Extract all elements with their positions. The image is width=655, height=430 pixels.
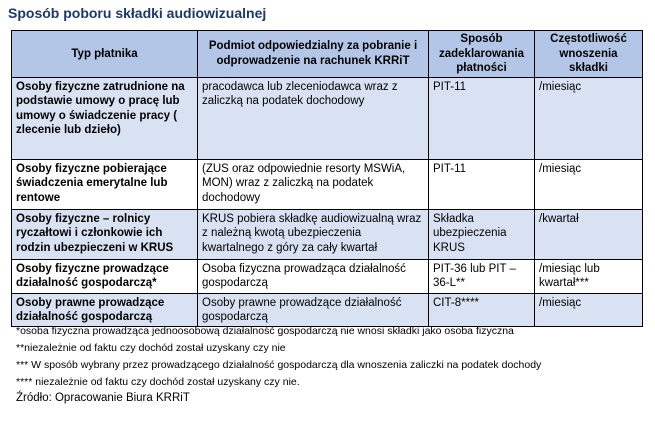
cell-payment-frequency: /kwartał	[535, 209, 643, 259]
cell-declaration-method: PIT-36 lub PIT – 36-L**	[429, 259, 535, 293]
header-responsible-entity: Podmiot odpowiedzialny za pobranie i odprowadzenie na rachunek KRRiT	[198, 31, 429, 78]
header-payer-type: Typ płatnika	[12, 31, 198, 78]
cell-declaration-method: PIT-11	[429, 159, 535, 209]
fee-collection-table	[11, 30, 643, 327]
cell-payer-type: Osoby fizyczne – rolnicy ryczałtowi i członkowie ich rodzin ubezpieczeni w KRUS	[12, 209, 198, 259]
cell-responsible-entity: Osoby prawne prowadzące działalność gospodarczą	[198, 293, 429, 326]
table-row	[12, 293, 643, 326]
cell-payer-type: Osoby fizyczne pobierające świadczenia emerytalne lub rentowe	[12, 159, 198, 209]
cell-declaration-method: PIT-11	[429, 77, 535, 159]
cell-responsible-entity: pracodawca lub zleceniodawca wraz z zaliczką na podatek dochodowy	[198, 77, 429, 159]
footnote-4: **** niezależnie od faktu czy dochód został uzyskany czy nie.	[16, 376, 300, 388]
footnotes	[16, 323, 541, 391]
cell-payer-type: Osoby fizyczne zatrudnione na podstawie umowy o pracę lub umowy o świadczenie pracy ( zlecenie lub dzieło)	[12, 77, 198, 159]
cell-payment-frequency: /miesiąc	[535, 293, 643, 326]
cell-payment-frequency: /miesiąc lub kwartał***	[535, 259, 643, 293]
cell-responsible-entity: Osoba fizyczna prowadząca działalność gospodarczą	[198, 259, 429, 293]
footnote-3: *** W sposób wybrany przez prowadzącego działalność gospodarczą dla wnoszenia zaliczki na podatek dochody	[16, 359, 542, 371]
cell-responsible-entity: KRUS pobiera składkę audiowizualną wraz z należną kwotą ubezpieczenia kwartalnego z góry za cały kwartał	[198, 209, 429, 259]
cell-responsible-entity: (ZUS oraz odpowiednie resorty MSWiA, MON) wraz z zaliczką na podatek dochodowy	[198, 159, 429, 209]
table-row	[12, 259, 643, 293]
table-row	[12, 77, 643, 159]
footnote-2: **niezależnie od faktu czy dochód został uzyskany czy nie	[16, 342, 286, 354]
cell-payment-frequency: /miesiąc	[535, 159, 643, 209]
header-payment-frequency: Częstotliwość wnoszenia składki	[535, 31, 643, 78]
cell-declaration-method: Składka ubezpieczenia KRUS	[429, 209, 535, 259]
table-header-row	[12, 31, 643, 78]
cell-payer-type: Osoby prawne prowadzące działalność gospodarczą	[12, 293, 198, 326]
cell-payment-frequency: /miesiąc	[535, 77, 643, 159]
header-declaration-method: Sposób zadeklarowania płatności	[429, 31, 535, 78]
footnote-1: *osoba fizyczna prowadząca jednoosobową działalność gospodarczą nie wnosi składki jako osoba fizyczna	[16, 325, 514, 337]
source-note: Źródło: Opracowanie Biura KRRiT	[16, 392, 190, 404]
document-title: Sposób poboru składki audiowizualnej	[8, 5, 267, 21]
table-row	[12, 159, 643, 209]
cell-declaration-method: CIT-8****	[429, 293, 535, 326]
table-row	[12, 209, 643, 259]
cell-payer-type: Osoby fizyczne prowadzące działalność gospodarczą*	[12, 259, 198, 293]
